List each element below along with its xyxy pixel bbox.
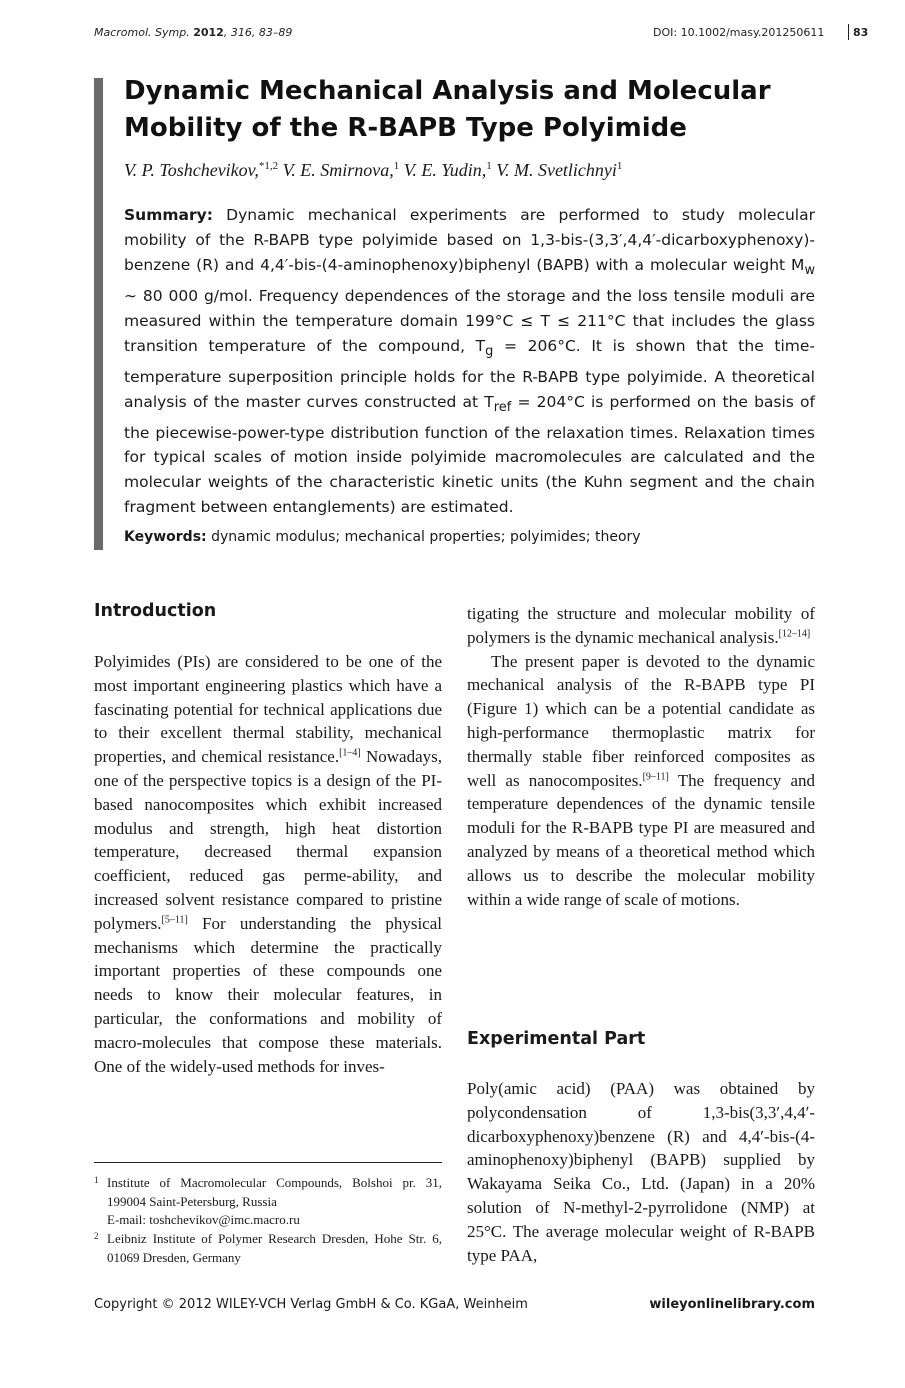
summary-subscript: ref (493, 399, 512, 415)
author-affiliation: 1 (486, 160, 492, 172)
author-affiliation: 1 (616, 160, 623, 172)
author: V. E. Yudin, (403, 160, 487, 180)
keywords-list: dynamic modulus; mechanical properties; polyimides; theory (211, 529, 641, 545)
article-title: Dynamic Mechanical Analysis and Molecular Mobility of the R-BAPB Type Polyimide (124, 76, 771, 143)
footnote-text: Leibniz Institute of Polymer Research Dresden, Hohe Str. 6, 01069 Dresden, Germany (107, 1231, 442, 1265)
summary-label: Summary: (124, 206, 213, 224)
intro-continuation (467, 602, 815, 911)
summary-text: = 206°C. It is shown that the time-temperature superposition principle holds for the R-BAPB type polyimide. A theoretical analysis of the master curves constructed at T (124, 336, 815, 411)
journal-name: Macromol. Symp. (94, 26, 190, 39)
summary-text: ∼ 80 000 g/mol. Frequency dependences of the storage and the loss tensile moduli are measured within the temperature domain 199°C ≤ T ≤ 211°C that includes the glass transition temperature of the compound, T (124, 286, 815, 355)
running-header-citation (94, 26, 292, 39)
publisher-site-link[interactable]: wileyonlinelibrary.com (649, 1297, 815, 1312)
footnote-number: 2 (94, 1231, 99, 1241)
footnote-email[interactable]: E-mail: toshchevikov@imc.macro.ru (107, 1212, 300, 1227)
body-text: For understanding the physical mechanisms which determine the practically important properties of these compounds one needs to know their molecular features, in particular, the conformations and mobility of macro-molecules that compose these materials. One of the widely-used methods for inves- (94, 913, 442, 1076)
author: V. E. Smirnova, (282, 160, 394, 180)
body-text: Nowadays, one of the perspective topics is a design of the PI-based nanocomposites which exhibit increased modulus and strength, high heat distortion temperature, decreased thermal expansion coefficient, reduced gas perme-ability, and increased solvent resistance compared to pristine polymers. (94, 747, 442, 933)
journal-year: 2012 (193, 26, 224, 39)
body-text: The present paper is devoted to the dynamic mechanical analysis of the R-BAPB type PI (Figure 1) which can be a potential candidate as high-performance thermoplastic matrix for thermally stable fiber reinforced composites as well as nanocomposites. (467, 651, 815, 790)
section-heading-introduction: Introduction (94, 601, 217, 621)
author: V. P. Toshchevikov, (124, 160, 259, 180)
citation-ref[interactable]: [1–4] (339, 747, 361, 759)
header-divider (848, 24, 849, 40)
author-list (124, 160, 622, 181)
keywords-label: Keywords: (124, 529, 207, 545)
abstract-sidebar-bar (94, 78, 103, 550)
citation-ref[interactable]: [12–14] (778, 628, 811, 640)
abstract-summary (124, 203, 815, 520)
doi[interactable]: DOI: 10.1002/masy.201250611 (653, 26, 825, 39)
footnote-rule (94, 1162, 442, 1163)
body-text: Poly(amic acid) (PAA) was obtained by polycondensation of 1,3-bis(3,3′,4,4′-dicarboxyphenoxy)benzene (R) and 4,4′-bis-(4-aminophenoxy)biphenyl (BAPB) supplied by Wakayama Seika Co., Ltd. (Japan) in a 20% solution of N-methyl-2-pyrrolidone (NMP) at 25°C. The average molecular weight of R-BAPB type PAA, (467, 1079, 815, 1265)
footnote-2 (94, 1230, 442, 1267)
body-text: The frequency and temperature dependences of the dynamic tensile moduli for the R-BAPB type PI are measured and analyzed by means of a theoretical method which allows us to describe the molecular mobility within a wide range of scale of motions. (467, 770, 815, 909)
author-affiliation: *1,2 (258, 160, 279, 172)
summary-subscript: w (804, 262, 815, 278)
author-affiliation: 1 (393, 160, 400, 172)
volume-pages: , 316, 83–89 (223, 26, 293, 39)
copyright-notice: Copyright © 2012 WILEY-VCH Verlag GmbH & Co. KGaA, Weinheim (94, 1297, 528, 1312)
body-text: tigating the structure and molecular mobility of polymers is the dynamic mechanical analysis. (467, 604, 815, 647)
author: V. M. Svetlichnyi (496, 160, 617, 180)
page-number: 83 (853, 26, 869, 39)
summary-subscript: g (485, 343, 494, 359)
footnote-number: 1 (94, 1175, 99, 1185)
keywords (124, 529, 641, 545)
footnote-1 (94, 1174, 442, 1230)
citation-ref[interactable]: [5–11] (161, 914, 188, 926)
citation-ref[interactable]: [9–11] (642, 770, 669, 782)
section-heading-experimental: Experimental Part (467, 1029, 646, 1049)
footnote-text: Institute of Macromolecular Compounds, Bolshoi pr. 31, 199004 Saint-Petersburg, Russia (107, 1175, 442, 1209)
summary-text: Dynamic mechanical experiments are performed to study molecular mobility of the R-BAPB type polyimide based on 1,3-bis-(3,3′,4,4′-dicarboxyphenoxy)-benzene (R) and 4,4′-bis-(4-aminophenoxy)biphenyl (BAPB) with a molecular weight M (124, 206, 815, 274)
experimental-paragraph-1 (467, 1077, 815, 1267)
summary-text: = 204°C is performed on the basis of the piecewise-power-type distribution function of the relaxation times. Relaxation times for typical scales of motion inside polyimide macromolecules are calculated and the molecular weights of the characteristic kinetic units (the Kuhn segment and the chain fragment between entanglements) are estimated. (124, 392, 815, 517)
intro-paragraph-1 (94, 650, 442, 1078)
body-text: Polyimides (PIs) are considered to be one of the most important engineering plastics which have a fascinating potential for technical applications due to their excellent thermal stability, mechanical properties, and chemical resistance. (94, 652, 442, 767)
